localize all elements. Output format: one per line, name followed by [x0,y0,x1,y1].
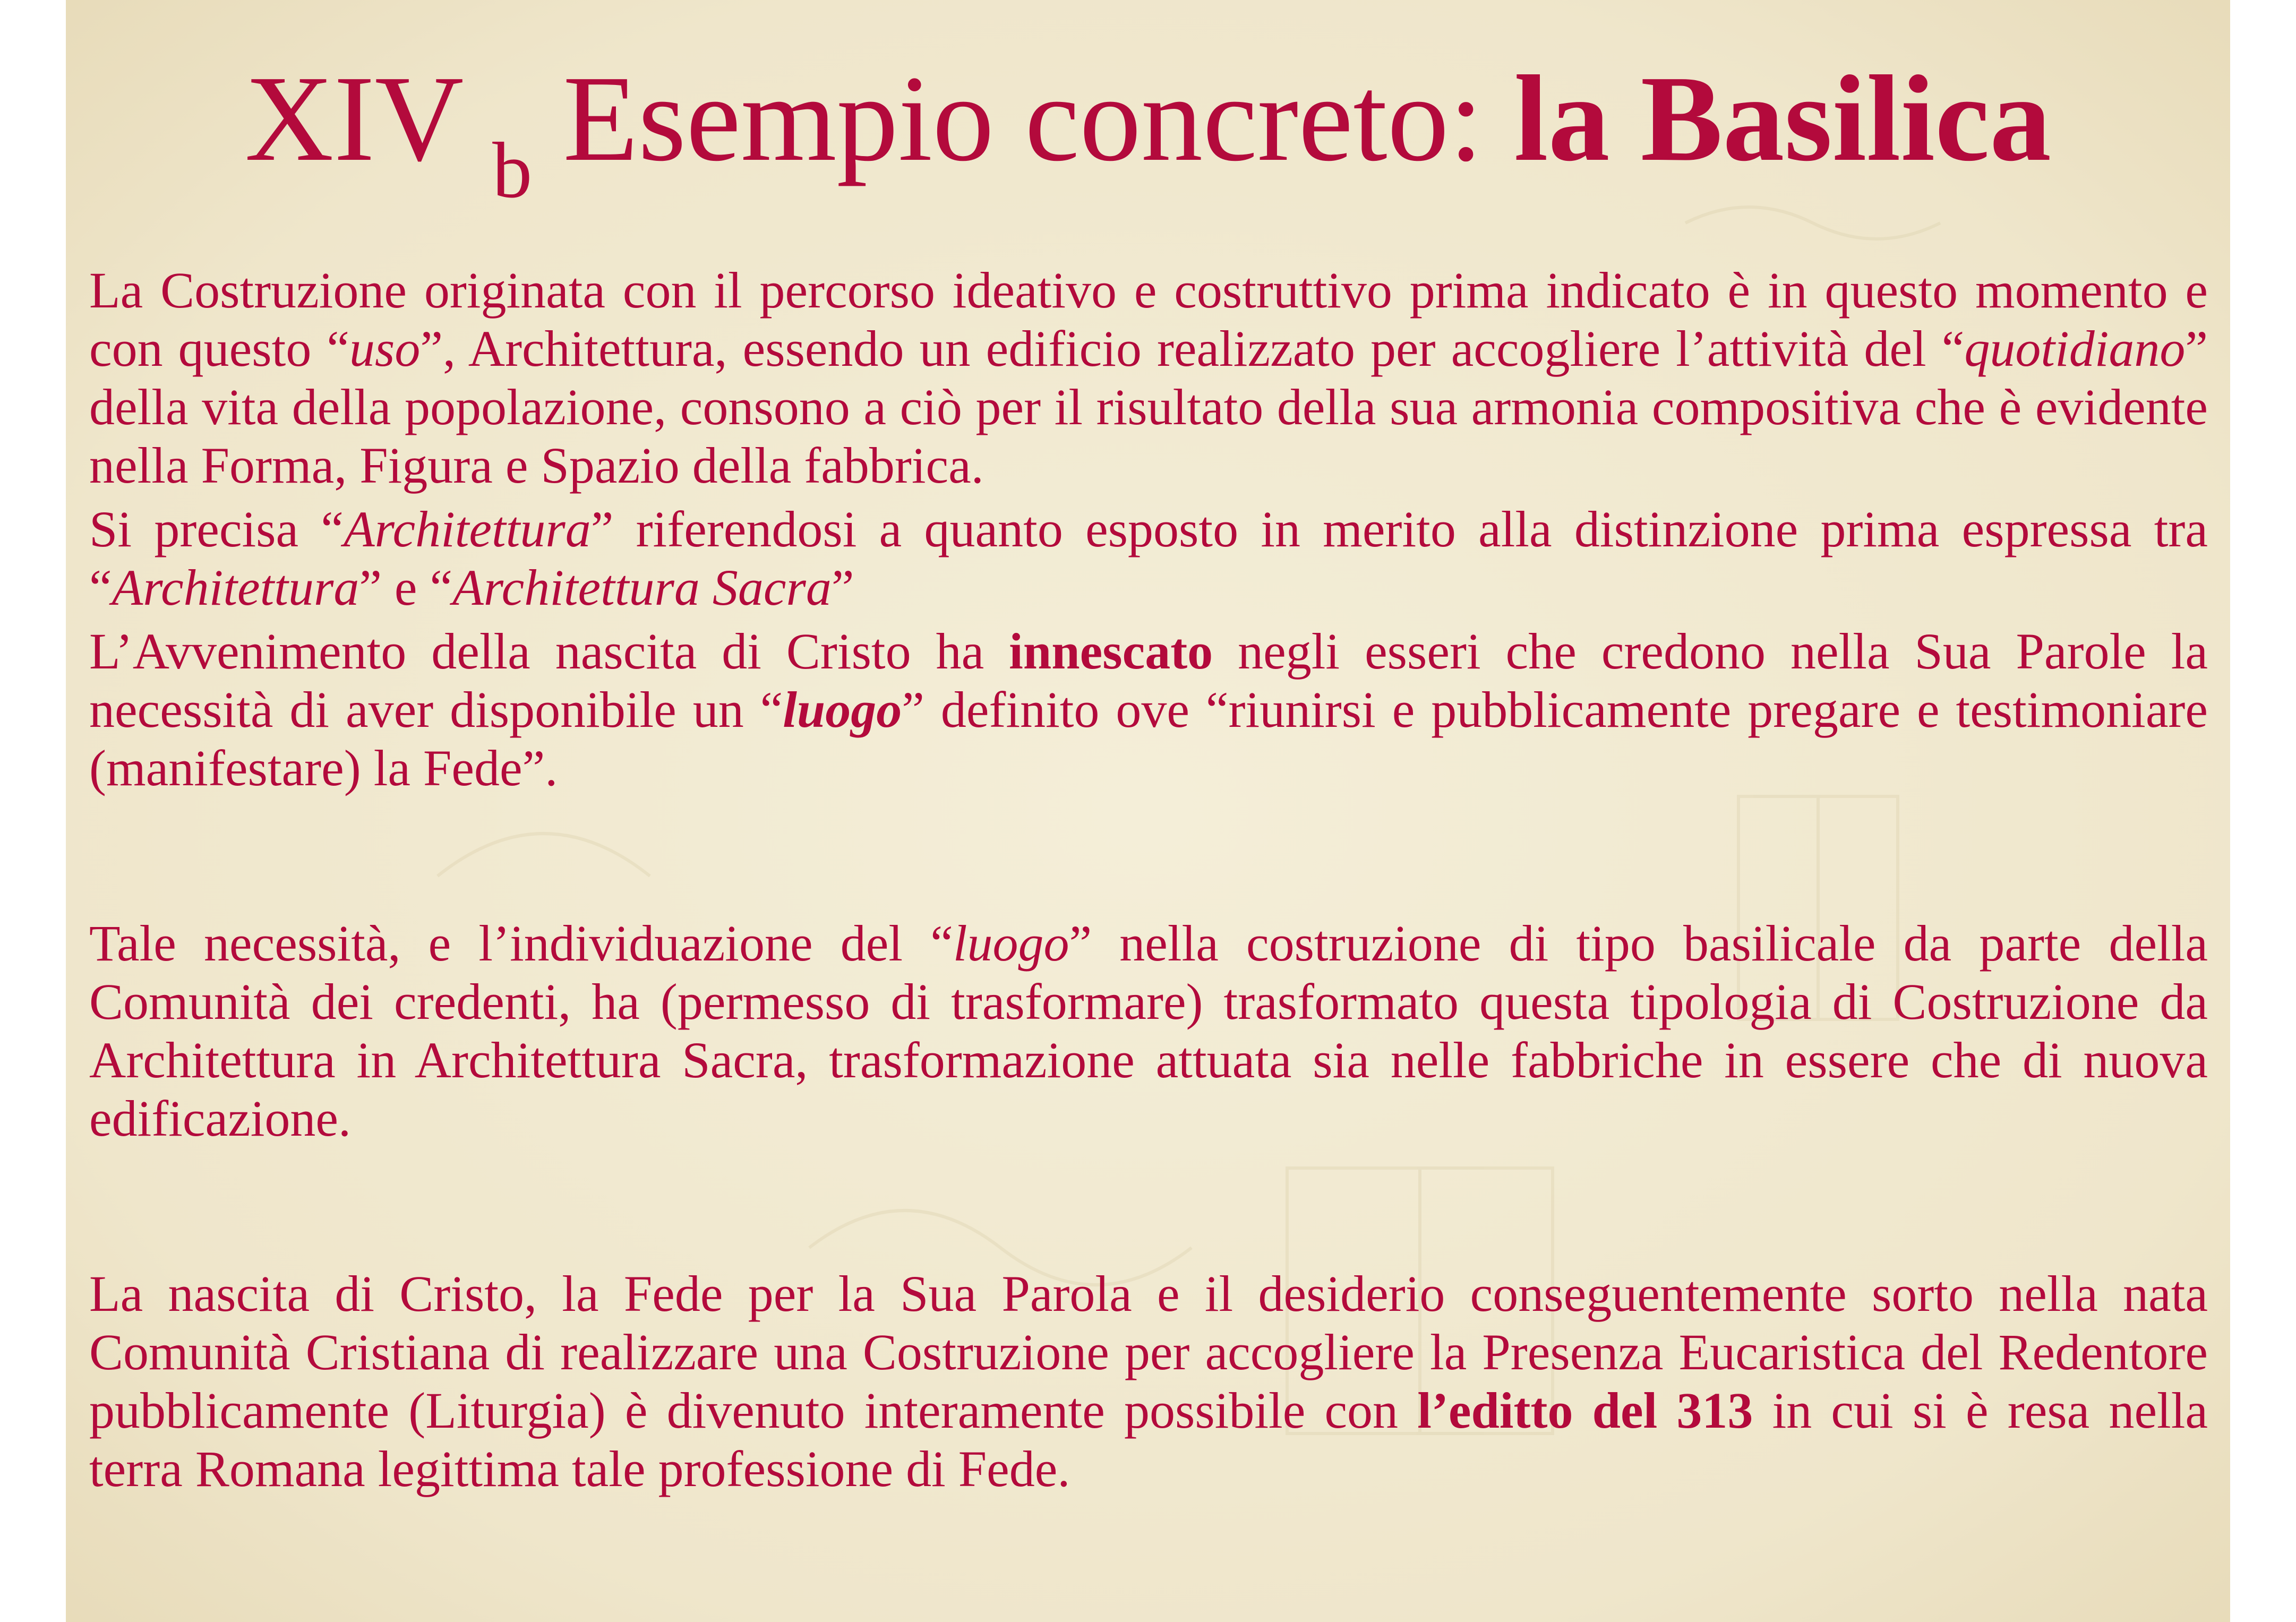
title-subscript: b [492,126,533,214]
p3-text-2: negli esseri che credono nella Sua Parole la necessità di aver disponibile un “ [89,623,2208,738]
p2-text-4: ” [831,559,854,616]
p1-italic-uso: uso [349,320,421,377]
title-main: Esempio concreto: [563,50,1484,187]
paragraph-2 [89,500,2208,617]
p3-text-1: L’Avvenimento della nascita di Cristo ha [89,623,1009,680]
title-prefix: XIV [245,50,462,187]
p5-text-1: La nascita di Cristo, la Fede per la Sua Parola e il desiderio conseguentemente sorto nella nata Comunità Cristiana di realizzare una Costruzione per accogliere la Presenza Eucaristica del Redentore pubblicamente (Liturgia) è divenuto interamente possibile con [89,1265,2208,1439]
paragraph-1 [89,261,2208,495]
slide-title [66,50,2230,214]
p2-text-2: ” riferendosi a quanto esposto in merito alla distinzione prima espressa tra “ [89,501,2208,616]
slide-body [89,261,2208,1498]
p1-text-3: ” della vita della popolazione, consono a ciò per il risultato della sua armonia compositiva che è evidente nella Forma, Figura e Spazio della fabbrica. [89,320,2208,494]
p2-italic-1: Architettura [344,501,591,557]
p3-bold-italic-luogo: luogo [783,681,902,738]
paragraph-3 [89,622,2208,797]
p4-text-2: ” nella costruzione di tipo basilicale da parte della Comunità dei credenti, ha (permesso di trasformare) trasformato questa tipologia di Costruzione da Architettura in Architettura Sacra, trasformazione attuata sia nelle fabbriche in essere che di nuova edificazione. [89,915,2208,1147]
p3-bold-innescato: innescato [1009,623,1213,680]
p5-text-2: in cui si è resa nella terra Romana legittima tale professione di Fede. [89,1382,2208,1497]
paragraph-5 [89,1265,2208,1498]
p5-bold-editto: l’editto del 313 [1417,1382,1753,1439]
p4-text-1: Tale necessità, e l’individuazione del “ [89,915,953,972]
p4-italic-luogo: luogo [953,915,1069,972]
p2-italic-2: Architettura [112,559,359,616]
slide [66,0,2230,1622]
title-bold: la Basilica [1514,50,2051,187]
p2-text-3: ” e “ [359,559,453,616]
p2-italic-3: Architettura Sacra [452,559,832,616]
p2-text-1: Si precisa “ [89,501,344,557]
p3-text-3: ” definito ove “riunirsi e pubblicamente pregare e testimoniare (manifestare) la Fede”. [89,681,2208,796]
p1-text-2: ”, Architettura, essendo un edificio realizzato per accogliere l’attività del “ [420,320,1965,377]
p1-text-1: La Costruzione originata con il percorso ideativo e costruttivo prima indicato è in questo momento e con questo “ [89,262,2208,377]
p1-italic-quotidiano: quotidiano [1964,320,2186,377]
paragraph-4 [89,914,2208,1148]
